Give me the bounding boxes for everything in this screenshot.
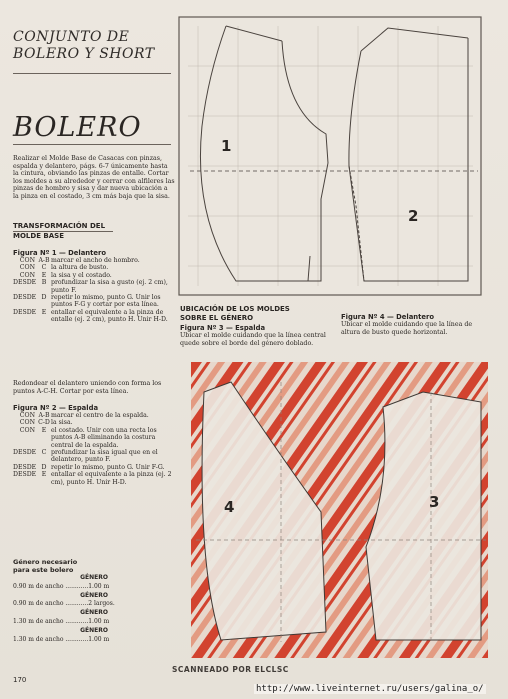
instruction-text: marcar el ancho de hombro. [51, 257, 140, 264]
instruction-letter: B [41, 279, 47, 287]
figure-number-3: 3 [429, 493, 440, 511]
fabric-heading-line1: Género necesario [13, 558, 78, 566]
instruction-row [13, 257, 175, 264]
instruction-letter: C-D [38, 419, 50, 427]
instruction-row [13, 309, 175, 324]
instruction-keyword: CON [19, 257, 35, 264]
fabric-heading-line2: para este bolero [13, 566, 74, 574]
instruction-row [13, 294, 175, 309]
instruction-text: marcar el centro de la espalda. [51, 412, 149, 419]
instruction-text: la altura de busto. [51, 264, 109, 272]
fabric-layout-diagram [191, 362, 488, 658]
placement-heading-line1: UBICACIÓN DE LOS MOLDES [180, 305, 290, 313]
instruction-row [13, 412, 175, 419]
instruction-row [13, 449, 175, 464]
instruction-text: la sisa y el costado. [51, 271, 112, 279]
instruction-row [13, 264, 175, 271]
fabric-line: 0.90 m de ancho ............1.00 m [13, 582, 110, 590]
instruction-text: entallar el equivalente a la pinza de entalle (ej. 2 cm), punto H. Unir H-D. [51, 308, 168, 324]
instruction-text: profundizar la sisa igual que en el delantero, punto F. [51, 449, 158, 464]
instruction-row [13, 427, 175, 449]
fabric-line: 1.30 m de ancho ............1.00 m [13, 617, 110, 625]
section-title: BOLERO [13, 112, 142, 143]
instruction-text: repetir lo mismo, punto G. Unir F-G. [51, 463, 165, 471]
fabric-label: GÉNERO [80, 591, 108, 599]
instruction-keyword: CON [19, 419, 35, 427]
pattern-diagram-top [178, 16, 482, 296]
instruction-letter: E [41, 471, 47, 479]
instruction-keyword: DESDE [13, 279, 37, 287]
fig1-instructions [13, 249, 175, 324]
instruction-text: la sisa. [51, 419, 73, 427]
instruction-row [13, 419, 175, 426]
fabric-label: GÉNERO [80, 626, 108, 634]
intro-paragraph: Realizar el Molde Base de Casacas con pinzas, espalda y delantero, págs. 6-7 únicamente hasta la cintura, obviando las pinzas de entalle. Cortar los moldes a su alrededor y cerrar con alfileres las pinzas de hombro y sisa y dar nueva ubicación a la pinza en el costado, 3 cm más baja que la sisa. [13, 155, 175, 200]
instruction-letter: C [41, 264, 47, 272]
fig1-title: Figura Nº 1 — Delantero [13, 249, 107, 257]
instruction-row [13, 471, 175, 486]
fabric-label: GÉNERO [80, 574, 108, 581]
instruction-letter: E [41, 271, 47, 279]
figure-number-1: 1 [221, 137, 232, 155]
instruction-row [13, 464, 175, 471]
instruction-keyword: DESDE [13, 294, 37, 302]
transform-heading-line1: TRANSFORMACIÓN DEL [13, 222, 106, 230]
fig3-text: Ubicar el molde cuidando que la línea central quede sobre el borde del género doblado. [180, 332, 326, 347]
section-divider [13, 144, 171, 145]
header-title-line2: BOLERO Y SHORT [13, 46, 155, 62]
header-divider [13, 73, 171, 74]
header-title-line1: CONJUNTO DE [13, 29, 130, 45]
transform-heading-line2: MOLDE BASE [13, 231, 113, 241]
instruction-letter: D [41, 294, 47, 302]
instruction-letter: E [41, 308, 47, 316]
instruction-row [13, 272, 175, 279]
fabric-label: GÉNERO [80, 609, 108, 617]
instruction-text: repetir lo mismo, punto G. Unir los puntos F-G y cortar por esta línea. [51, 294, 161, 309]
fig4-block [341, 313, 481, 336]
fig3-title: Figura Nº 3 — Espalda [180, 324, 266, 332]
instruction-letter: C [41, 449, 47, 457]
instruction-letter: D [41, 463, 47, 471]
fabric-line: 0.90 m de ancho ............2 largos. [13, 600, 115, 608]
instruction-keyword: DESDE [13, 308, 37, 316]
placement-section [180, 305, 334, 347]
instruction-letter: A-B [38, 412, 50, 419]
instruction-keyword: CON [19, 426, 35, 434]
instruction-keyword: DESDE [13, 463, 37, 471]
instruction-keyword: CON [19, 264, 35, 272]
fig4-text: Ubicar el molde cuidando que la línea de altura de busto quede horizontal. [341, 321, 473, 336]
fabric-requirements [13, 558, 175, 644]
fabric-line: 1.30 m de ancho ............1.00 m [13, 635, 110, 643]
round-note: Redondear el delantero uniendo con forma los puntos A-C-H. Cortar por esta línea. [13, 380, 162, 395]
figure-number-2: 2 [408, 207, 419, 225]
fig2-title: Figura Nº 2 — Espalda [13, 404, 99, 412]
source-url-watermark[interactable]: http://www.liveinternet.ru/users/galina_o/ [256, 684, 484, 694]
page-header [13, 29, 173, 63]
fig2-instructions [13, 404, 175, 486]
instruction-letter: A-B [38, 257, 50, 264]
transform-heading [13, 222, 173, 240]
instruction-row [13, 279, 175, 294]
scan-credit: SCANNEADO POR ELCLSC [172, 665, 289, 674]
instruction-keyword: DESDE [13, 471, 37, 479]
instruction-letter: E [41, 426, 47, 434]
fig4-title: Figura Nº 4 — Delantero [341, 313, 435, 321]
instruction-text: entallar el equivalente a la pinza (ej. 2 cm), punto H. Unir H-D. [51, 471, 172, 486]
page-number: 170 [13, 676, 27, 684]
instruction-text: el costado. Unir con una recta los puntos A-B eliminando la costura central de la espalda. [51, 426, 157, 449]
instruction-keyword: CON [19, 412, 35, 419]
figure-number-4: 4 [224, 498, 235, 516]
placement-heading-line2: SOBRE EL GÉNERO [180, 313, 254, 322]
instruction-text: profundizar la sisa a gusto (ej. 2 cm), punto F. [51, 279, 168, 294]
instruction-keyword: CON [19, 271, 35, 279]
instruction-keyword: DESDE [13, 449, 37, 457]
diagram-frame [179, 17, 481, 295]
